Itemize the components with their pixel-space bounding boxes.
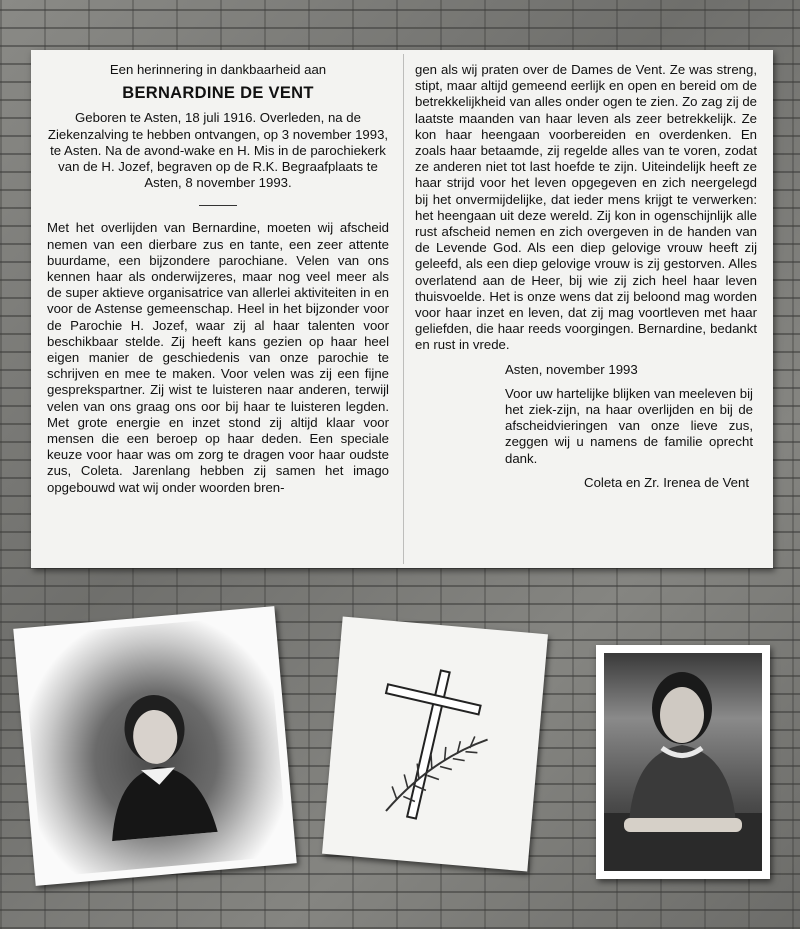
card-fold-line [403, 54, 404, 564]
seated-image [604, 653, 762, 871]
portrait-photo-vignette [13, 606, 296, 886]
cross-with-palm-icon [354, 659, 518, 841]
portrait-photo-seated [596, 645, 770, 879]
thanks-text: Voor uw hartelijke blijken van meeleven bij het ziek-zijn, na haar overlijden en bij de afscheidvieringen van onze lieve zus, zeggen wij u namens de familie oprecht dank. [505, 385, 753, 466]
signature: Coleta en Zr. Irenea de Vent [584, 474, 749, 490]
card-left-page [47, 62, 389, 496]
body-text-right: gen als wij praten over de Dames de Vent. Ze was streng, stipt, maar altijd gemeend eerlijk en open en bereid om de betrekkelijkheid van alles onder ogen te zien. Zo zag zij de laatste maanden van haar leven als zeer betrekkelijk. Ze kon haar heengaan voorbereiden en overdenken. En zoals haar betaamde, zij regelde alles van te voren, zodat ze anderen niet tot last hoefde te zijn. Uiteindelijk heeft ze haar strijd voor het leven opgegeven en zich neergelegd bij het onvermijdelijke, dat ieder mens krijgt te verwerken: het heengaan uit deze wereld. Zij kon in ogenschijnlijk alle rust afscheid nemen en zich overgeven in de handen van de Levende God. Als een diep gelovige vrouw heeft zij geleefd, als een diep gelovige vrouw is zij gestorven. Alles overlatend aan de Heer, bij wie zij zich heel haar leven thuisvoelde. Het is onze wens dat zij beloond mag worden voor haar inzet en leven, dat zij mag voortleven met haar geliefden, die haar reeds voorgingen. Bernardine, bedankt en rust in vrede. [415, 62, 757, 353]
memorial-card [31, 50, 773, 568]
biography-text: Geboren te Asten, 18 juli 1916. Overleden, na de Ziekenzalving te hebben ontvangen, op 3 november 1993, te Asten. Na de avond-wake en H. Mis in de parochiekerk van de H. Jozef, begraven op de R.K. Begraafplaats te Asten, 8 november 1993. [47, 110, 389, 191]
cross-card [322, 616, 548, 871]
woman-portrait-icon [77, 660, 241, 842]
card-right-page [415, 62, 757, 491]
place-date: Asten, november 1993 [505, 361, 638, 377]
separator-line [199, 205, 237, 206]
woman-seated-icon [604, 653, 762, 871]
intro-text: Een herinnering in dankbaarheid aan [109, 62, 327, 77]
body-text-left: Met het overlijden van Bernardine, moeten wij afscheid nemen van een dierbare zus en tante, een zeer attente buurdame, een bijzondere parochiane. Velen van ons kennen haar als onderwijzeres, maar nog veel meer als de super aktieve organisatrice van allerlei aktiviteiten in en voor de Astense gemeenschap. Heel in het bijzonder voor de Parochie H. Jozef, waar zij al haar talenten voor beschikbaar stelde. Zij heeft kans gezien op haar heel eigen manier de geschiedenis van onze parochie te schrijven en mee te maken. Voor velen was zij een fijne gesprekspartner. Zij wist te luisteren naar anderen, terwijl velen van ons graag ons oor bij haar te luisteren legden. Met grote energie en inzet stond zij altijd klaar voor mensen die een beroep op haar deden. Een speciale keuze voor haar was om zorg te dragen voor haar oudste zus, Coleta. Jarenlang hebben zij samen het imago opgebouwd wat wij onder woorden bren- [47, 220, 389, 495]
deceased-name: BERNARDINE DE VENT [122, 84, 314, 103]
